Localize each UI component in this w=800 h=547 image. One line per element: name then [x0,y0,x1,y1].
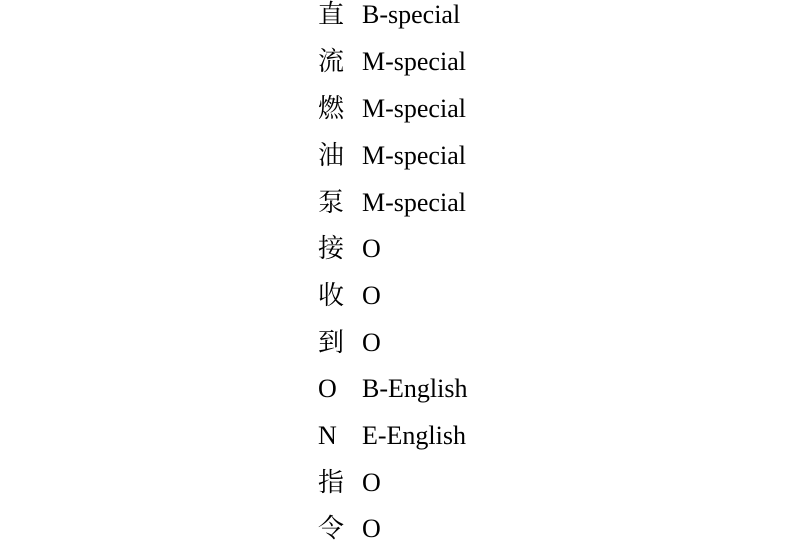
token-text: 泵 [318,188,345,218]
tag-label: O [362,234,381,263]
token-text: 指 [318,468,345,498]
tag-label: M-special [362,94,466,123]
tag-label: B-special [362,0,461,29]
token-text: 令 [318,514,345,544]
token-row [318,419,466,453]
tag-label: M-special [362,141,466,170]
token-text: 燃 [318,94,345,124]
token-row [318,139,466,173]
token-text: 接 [318,234,345,264]
token-row [318,92,466,126]
tag-label: M-special [362,188,466,217]
token-text: 直 [318,0,345,30]
token-row [318,512,381,546]
tag-label: O [362,468,381,497]
token-row [318,186,466,220]
token-text: 收 [318,281,345,311]
tag-label: M-special [362,47,466,76]
token-row [318,279,381,313]
token-text: 流 [318,47,345,77]
token-text: N [318,421,337,450]
token-tag-list [318,0,518,547]
token-row [318,326,381,360]
token-row [318,466,381,500]
token-text: 油 [318,141,345,171]
tag-label: B-English [362,374,468,403]
token-text: O [318,374,337,403]
tag-label: E-English [362,421,466,450]
tag-label: O [362,514,381,543]
token-row [318,45,466,79]
token-row [318,372,467,406]
token-row [318,232,381,266]
token-row [318,0,460,32]
tag-label: O [362,328,381,357]
token-text: 到 [318,328,345,358]
tag-label: O [362,281,381,310]
